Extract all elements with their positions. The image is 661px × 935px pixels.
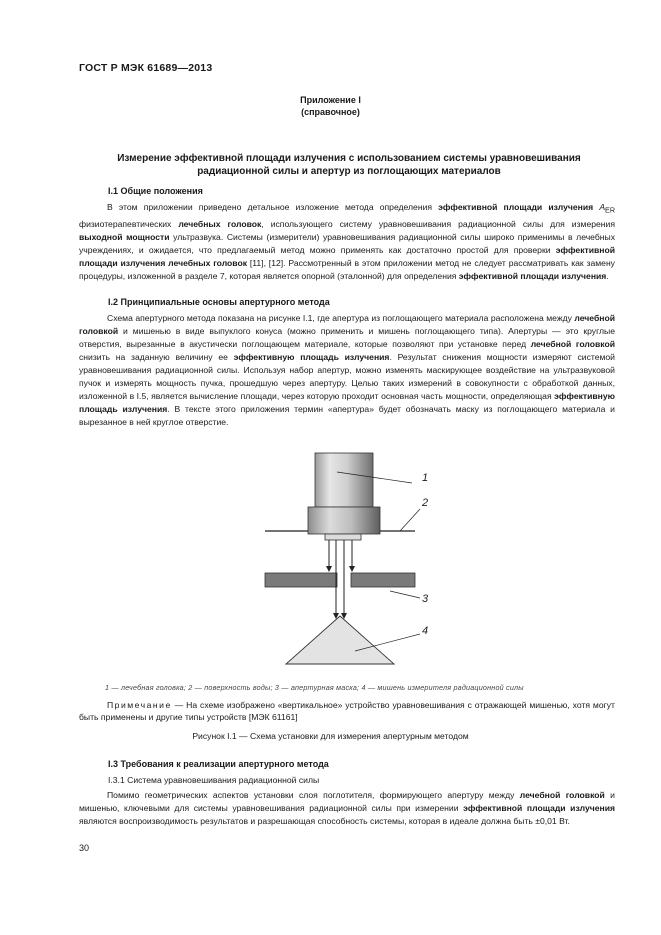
aperture-mask-right — [351, 573, 415, 587]
text-run: Схема апертурного метода показана на рисунке I.1, где апертура из поглощающего материала расположена между — [107, 313, 575, 323]
figure-legend: 1 — лечебная головка; 2 — поверхность воды; 3 — апертурная маска; 4 — мишень измерителя радиационной силы — [105, 683, 524, 692]
section-2-paragraph — [79, 312, 615, 429]
text-run: . В тексте этого приложения термин «апертура» будет обозначать маску из поглощающего материала и вырезанное в ней круглое отверстие. — [79, 404, 615, 427]
figure-label-2: 2 — [422, 497, 429, 509]
text-run: В этом приложении приведено детальное изложение метода определения — [107, 202, 439, 212]
term-effective-area: эффективную площадь излучения — [79, 391, 615, 414]
annex-type: (справочное) — [301, 107, 360, 117]
page-number: 30 — [79, 843, 90, 853]
section-heading-1: I.1 Общие положения — [108, 186, 203, 196]
section-heading-2: I.2 Принципиальные основы апертурного метода — [108, 297, 330, 307]
figure-label-1: 1 — [422, 472, 429, 484]
term-effective-area: эффективной площади излучения — [463, 803, 615, 813]
term-effective-area: эффективной площади излучения — [458, 270, 607, 281]
text-run: , использующего систему уравновешивания радиационной силы для измерения — [261, 218, 615, 229]
term-effective-area: эффективной площади излучения — [438, 202, 594, 212]
note-text: — На схеме изображено «вертикальное» устройство уравновешивания с отражающей мишенью, хотя могут быть применены и другие типы устройств [МЭК 61161] — [79, 700, 615, 722]
text-run: [11], [12]. Рассмотренный в этом приложении метод не следует рассматривать как замену процедуры, изложенной в разделе 7, которая является опорной (эталонной) для определения — [79, 257, 615, 281]
document-title — [79, 152, 619, 178]
text-run: и мишенью, ключевыми для системы уравновешивания радиационной силы при измерении — [79, 790, 615, 813]
symbol-a: A — [599, 202, 606, 212]
leader-line-2 — [400, 509, 420, 531]
text-run: . Результат снижения мощности измеряют системой уравновешивания радиационной силы. Используя набор апертур, можно изменять маскирующее воздействие на ультразвуковой пучок и измерять мощность пучка, прошедшую через апертуру. Целью таких измерений в совокупности с обработкой данных, изложенной в I.5, является вычисление площади, через которую проходит основная часть мощности, определяющая — [79, 352, 615, 401]
text-run: физиотерапевтических — [79, 218, 179, 229]
note-label: Примечание — [107, 700, 172, 710]
figure-note — [79, 699, 615, 723]
leader-line-3 — [390, 591, 420, 598]
aperture-mask-left — [265, 573, 337, 587]
term-effective-area-heads: эффективной площади излучения лечебных головок — [79, 244, 615, 268]
section-1-paragraph — [79, 201, 615, 283]
figure-label-4: 4 — [422, 625, 429, 637]
section-3-paragraph — [79, 789, 615, 828]
term-treatment-head: лечебной головкой — [79, 313, 615, 336]
aperture-setup-figure — [240, 448, 440, 678]
text-run: ультразвука. Системы (измерители) уравновешивания радиационной силы широко применимы в лечебных учреждениях, и ожидается, что предлагаемый метод можно применять как достаточно простой для проверки — [79, 231, 615, 255]
term-treatment-head: лечебных головок — [178, 218, 262, 229]
standard-designation: ГОСТ Р МЭК 61689—2013 — [79, 62, 213, 74]
term-effective-area: эффективную площадь излучения — [233, 352, 390, 362]
figure-caption: Рисунок I.1 — Схема установки для измерения апертурным методом — [192, 731, 469, 741]
subsection-heading-3-1: I.3.1 Система уравновешивания радиационной силы — [108, 775, 320, 785]
treatment-head-body — [315, 453, 373, 507]
term-treatment-head: лечебной головкой — [519, 790, 605, 800]
treatment-head-collar — [308, 507, 380, 534]
text-run: Помимо геометрических аспектов установки слоя поглотителя, формирующего апертуру между — [107, 790, 520, 800]
figure-label-3: 3 — [422, 593, 429, 605]
text-run: снизить на заданную величину ее — [79, 352, 234, 362]
document-title-line2: радиационной силы и апертур из поглощающих материалов — [197, 166, 501, 177]
text-run: являются воспроизводимость результатов и разрешающая способность системы, которая в идеале должна быть ±0,01 Вт. — [79, 816, 570, 826]
section-heading-3: I.3 Требования к реализации апертурного метода — [108, 759, 329, 769]
annex-title: Приложение I — [300, 95, 361, 105]
term-output-power: выходной мощности — [79, 231, 170, 242]
term-treatment-head: лечебной головкой — [530, 339, 615, 349]
text-run: . — [606, 270, 609, 281]
cone-target — [286, 616, 394, 664]
text-run: и мишенью в виде выпуклого конуса (можно применить и мишень поглощающего типа). Апертуры — это круглые отверстия, вырезанные в акустически поглощающем материале, которые позволяют при установке перед — [79, 326, 615, 349]
transducer-face — [325, 534, 361, 540]
symbol-subscript: ER — [605, 206, 615, 215]
document-title-line1: Измерение эффективной площади излучения с использованием системы уравновешивания — [117, 153, 581, 164]
